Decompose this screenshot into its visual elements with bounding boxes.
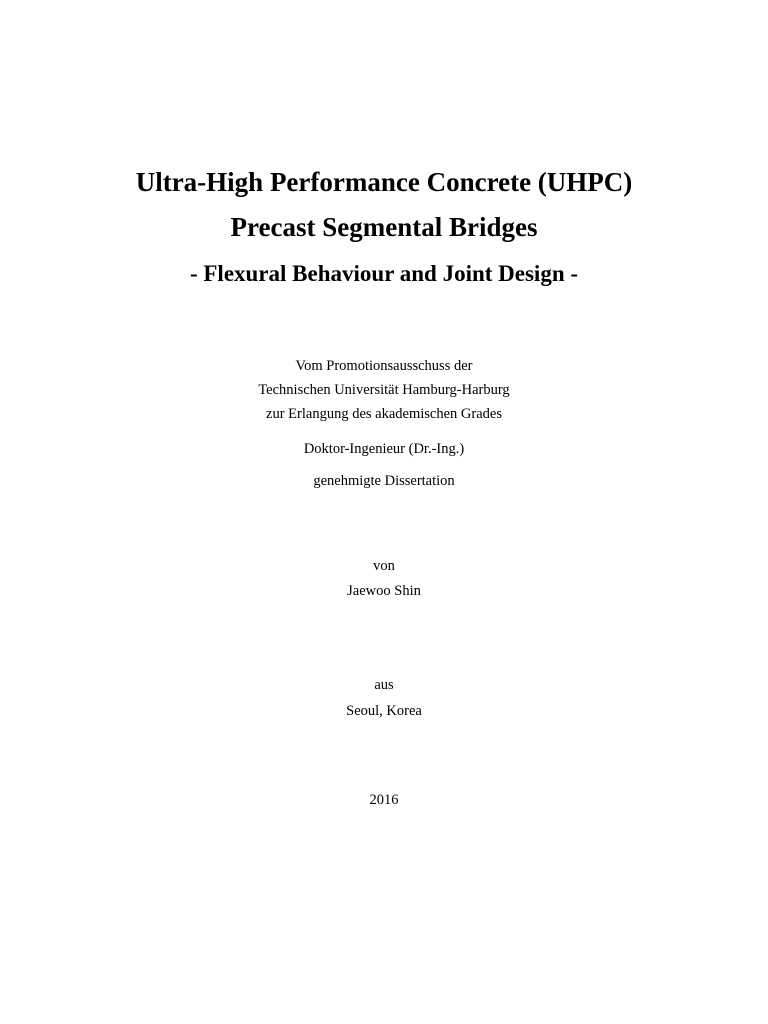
origin-prefix: aus (374, 677, 394, 693)
author-name: Jaewoo Shin (347, 583, 421, 599)
title-line-2: Precast Segmental Bridges (230, 212, 538, 242)
approval-line-3: zur Erlangung des akademischen Grades (266, 406, 502, 422)
degree: Doktor-Ingenieur (Dr.-Ing.) (303, 441, 465, 457)
year: 2016 (369, 792, 399, 808)
dissertation-type: genehmigte Dissertation (313, 473, 455, 489)
origin-place: Seoul, Korea (346, 703, 422, 719)
author-prefix: von (373, 558, 395, 574)
approval-line-2: Technischen Universität Hamburg-Harburg (258, 382, 510, 398)
subtitle: - Flexural Behaviour and Joint Design - (189, 261, 579, 286)
title-line-1: Ultra-High Performance Concrete (UHPC) (135, 167, 633, 197)
approval-line-1: Vom Promotionsausschuss der (295, 358, 473, 374)
